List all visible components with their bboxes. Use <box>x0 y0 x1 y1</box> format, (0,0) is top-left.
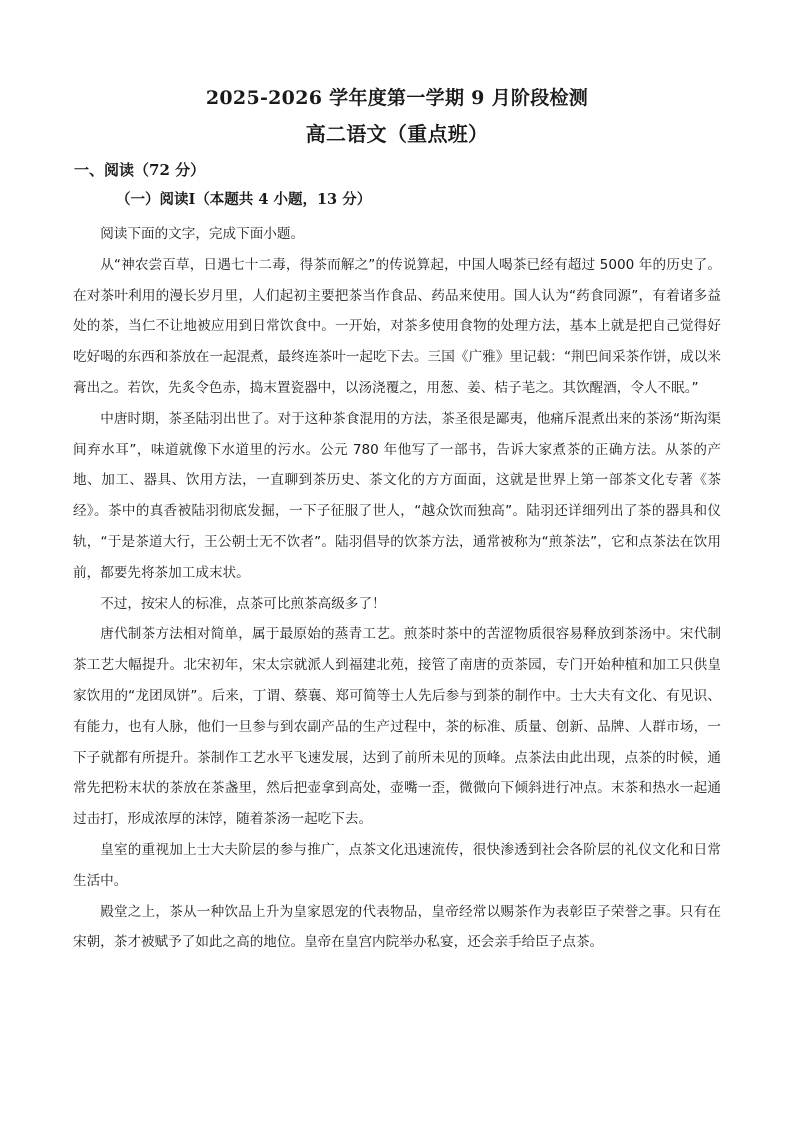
subsection-heading: （一）阅读Ⅰ（本题共 4 小题，13 分） <box>116 191 372 208</box>
passage-paragraph: 从“神农尝百草，日遇七十二毒，得茶而解之”的传说算起，中国人喝茶已经有超过 5000 年的历史了。在对茶叶利用的漫长岁月里，人们起初主要把茶当作食品、药品来使用。国人认为“药食同源”，有着诸多益处的茶，当仁不让地被应用到日常饮食中。一开始，对茶多使用食物的处理方法，基本上就是把自己觉得好吃好喝的东西和茶放在一起混煮，最终连茶叶一起吃下去。三国《广雅》里记载：“荆巴间采茶作饼，成以米膏出之。若饮，先炙令色赤，捣末置瓷器中，以汤浇覆之，用葱、姜、桔子芼之。其饮醒酒，令人不眠。” <box>73 256 721 396</box>
exam-subtitle: 高二语文（重点班） <box>305 122 489 146</box>
passage-paragraph: 皇室的重视加上士大夫阶层的参与推广，点茶文化迅速流传，很快渗透到社会各阶层的礼仪文化和日常生活中。 <box>73 841 721 889</box>
exam-title: 2025-2026 学年度第一学期 9 月阶段检测 <box>205 87 589 109</box>
section-heading: 一、阅读（72 分） <box>74 161 206 179</box>
passage-paragraph: 唐代制茶方法相对简单，属于最原始的蒸青工艺。煎茶时茶中的苦涩物质很容易释放到茶汤中。宋代制茶工艺大幅提升。北宋初年，宋太宗就派人到福建北苑，接管了南唐的贡茶园，专门开始种植和加工只供皇家饮用的“龙团凤饼”。后来，丁谓、蔡襄、郑可简等士人先后参与到茶的制作中。士大夫有文化、有见识、有能力，也有人脉，他们一旦参与到农副产品的生产过程中，茶的标准、质量、创新、品牌、人群市场，一下子就都有所提升。茶制作工艺水平飞速发展，达到了前所未见的顶峰。点茶法由此出现，点茶的时候，通常先把粉末状的茶放在茶盏里，然后把壶拿到高处，壶嘴一歪，微微向下倾斜进行冲点。末茶和热水一起通过击打，形成浓厚的沫饽，随着茶汤一起吃下去。 <box>73 626 721 828</box>
passage-paragraph: 殿堂之上，茶从一种饮品上升为皇家恩宠的代表物品，皇帝经常以赐茶作为表彰臣子荣誉之事。只有在宋朝，茶才被赋予了如此之高的地位。皇帝在皇宫内院举办私宴，还会亲手给臣子点茶。 <box>73 903 721 951</box>
passage-paragraph: 不过，按宋人的标准，点茶可比煎茶高级多了！ <box>100 595 386 612</box>
passage-paragraph: 中唐时期，茶圣陆羽出世了。对于这种茶食混用的方法，茶圣很是鄙夷，他痛斥混煮出来的茶汤“斯沟渠间弃水耳”，味道就像下水道里的污水。公元 780 年他写了一部书，告诉大家煮茶的正确方法。从茶的产地、加工、器具、饮用方法，一直聊到茶历史、茶文化的方方面面，这就是世界上第一部茶文化专著《茶经》。茶中的真香被陆羽彻底发掘，一下子征服了世人，“越众饮而独高”。陆羽还详细列出了茶的器具和仪轨，“于是茶道大行，王公朝士无不饮者”。陆羽倡导的饮茶方法，通常被称为“煎茶法”，它和点茶法在饮用前，都要先将茶加工成末状。 <box>73 410 721 581</box>
reading-passage <box>73 219 721 958</box>
passage-instruction: 阅读下面的文字，完成下面小题。 <box>100 226 305 242</box>
